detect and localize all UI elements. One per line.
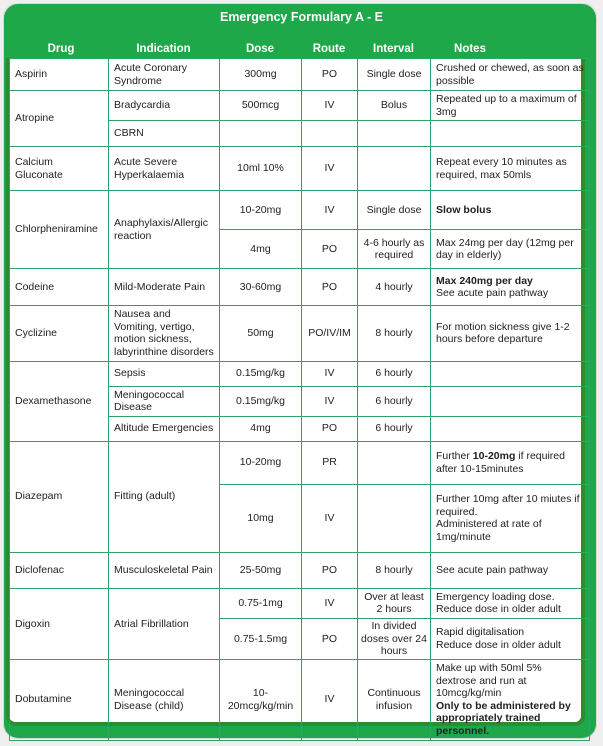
notes: Repeat every 10 minutes as required, max 50mls bbox=[431, 147, 590, 191]
notes-bold: 10-20mg bbox=[472, 450, 516, 463]
route: IV bbox=[302, 147, 358, 191]
table-row-dobutamine bbox=[10, 659, 590, 740]
indication: Bradycardia bbox=[109, 91, 220, 121]
dose: 10-20mcg/kg/min bbox=[220, 659, 302, 740]
dose: 25-50mg bbox=[220, 552, 302, 588]
notes bbox=[431, 618, 590, 659]
column-header-interval: Interval bbox=[373, 43, 414, 55]
indication: Altitude Emergencies bbox=[109, 416, 220, 441]
dose: 10ml 10% bbox=[220, 147, 302, 191]
drug-name: Cyclizine bbox=[10, 306, 109, 361]
table-row-atropine bbox=[10, 91, 590, 121]
notes bbox=[431, 121, 590, 147]
indication: Musculoskeletal Pain bbox=[109, 552, 220, 588]
drug-name: Codeine bbox=[10, 269, 109, 306]
dose: 0.15mg/kg bbox=[220, 361, 302, 386]
interval: 6 hourly bbox=[358, 361, 431, 386]
table-row-dexamethasone bbox=[10, 361, 590, 386]
interval: 4-6 hourly as required bbox=[358, 230, 431, 269]
dose: 0.75-1mg bbox=[220, 588, 302, 618]
notes bbox=[431, 588, 590, 618]
interval bbox=[358, 121, 431, 147]
indication: Mild-Moderate Pain bbox=[109, 269, 220, 306]
drug-name: Dexamethasone bbox=[10, 361, 109, 441]
notes bbox=[431, 361, 590, 386]
indication: Fitting (adult) bbox=[109, 441, 220, 552]
page-title: Emergency Formulary A - E bbox=[219, 10, 383, 24]
dose: 30-60mg bbox=[220, 269, 302, 306]
notes-text: Rapid digitalisation bbox=[436, 626, 525, 639]
table-row-diclofenac bbox=[10, 552, 590, 588]
indication: Atrial Fibrillation bbox=[109, 588, 220, 659]
route: PO bbox=[302, 230, 358, 269]
indication: Nausea and Vomiting, vertigo, motion sickness, labyrinthine disorders bbox=[109, 306, 220, 361]
interval: Single dose bbox=[358, 191, 431, 230]
notes-text: Reduce dose in older adult bbox=[436, 638, 561, 651]
notes-text: Reduce dose in older adult bbox=[436, 603, 561, 616]
route: PR bbox=[302, 441, 358, 484]
interval: 6 hourly bbox=[358, 386, 431, 416]
notes bbox=[431, 269, 590, 306]
notes bbox=[431, 484, 590, 552]
drug-name: Aspirin bbox=[10, 59, 109, 91]
interval: 8 hourly bbox=[358, 552, 431, 588]
notes: Slow bolus bbox=[431, 191, 590, 230]
table-row-digoxin bbox=[10, 588, 590, 618]
interval: Continuous infusion bbox=[358, 659, 431, 740]
notes bbox=[431, 416, 590, 441]
notes: Crushed or chewed, as soon as possible bbox=[431, 59, 590, 91]
table-row-aspirin bbox=[10, 59, 590, 91]
dose: 10mg bbox=[220, 484, 302, 552]
drug-name: Atropine bbox=[10, 91, 109, 147]
dose: 4mg bbox=[220, 230, 302, 269]
interval bbox=[358, 484, 431, 552]
route: IV bbox=[302, 191, 358, 230]
notes bbox=[431, 659, 590, 740]
table-row-codeine bbox=[10, 269, 590, 306]
notes-text: Further bbox=[436, 450, 473, 463]
drug-name: Calcium Gluconate bbox=[10, 147, 109, 191]
notes bbox=[431, 441, 590, 484]
drug-name: Chlorpheniramine bbox=[10, 191, 109, 269]
indication: Anaphylaxis/Allergic reaction bbox=[109, 191, 220, 269]
route: PO bbox=[302, 416, 358, 441]
drug-name: Diclofenac bbox=[10, 552, 109, 588]
column-header-dose: Dose bbox=[245, 43, 275, 55]
formulary-table bbox=[9, 58, 590, 741]
route: IV bbox=[302, 588, 358, 618]
drug-name: Dobutamine bbox=[10, 659, 109, 740]
notes-text: Further 10mg after 10 miutes if required. bbox=[436, 493, 580, 518]
column-header-indication: Indication bbox=[136, 43, 191, 55]
column-header-notes: Notes bbox=[454, 43, 486, 55]
route: PO bbox=[302, 59, 358, 91]
interval: 6 hourly bbox=[358, 416, 431, 441]
table-row-chlorpheniramine bbox=[10, 191, 590, 230]
table-row-diazepam bbox=[10, 441, 590, 484]
notes: See acute pain pathway bbox=[431, 552, 590, 588]
route: PO bbox=[302, 618, 358, 659]
drug-name: Diazepam bbox=[10, 441, 109, 552]
dose: 4mg bbox=[220, 416, 302, 441]
route: IV bbox=[302, 484, 358, 552]
table-row-cyclizine bbox=[10, 306, 590, 361]
interval: Over at least 2 hours bbox=[358, 588, 431, 618]
indication: Acute Coronary Syndrome bbox=[109, 59, 220, 91]
dose: 0.15mg/kg bbox=[220, 386, 302, 416]
dose: 500mcg bbox=[220, 91, 302, 121]
notes-bold: Only to be administered by appropriately trained personnel. bbox=[436, 699, 571, 737]
route: PO/IV/IM bbox=[302, 306, 358, 361]
indication: Meningococcal Disease bbox=[109, 386, 220, 416]
indication: Acute Severe Hyperkalaemia bbox=[109, 147, 220, 191]
dose: 300mg bbox=[220, 59, 302, 91]
interval: Single dose bbox=[358, 59, 431, 91]
dose: 10-20mg bbox=[220, 191, 302, 230]
interval bbox=[358, 441, 431, 484]
column-header-drug: Drug bbox=[47, 43, 75, 55]
interval bbox=[358, 147, 431, 191]
notes-text: if required after 10-15minutes bbox=[436, 450, 565, 475]
interval: Bolus bbox=[358, 91, 431, 121]
notes: Repeated up to a maximum of 3mg bbox=[431, 91, 590, 121]
route: IV bbox=[302, 91, 358, 121]
column-header-route: Route bbox=[312, 43, 346, 55]
indication: CBRN bbox=[109, 121, 220, 147]
dose: 10-20mg bbox=[220, 441, 302, 484]
notes-text: Emergency loading dose. bbox=[436, 590, 555, 603]
indication: Sepsis bbox=[109, 361, 220, 386]
route: IV bbox=[302, 386, 358, 416]
indication: Meningococcal Disease (child) bbox=[109, 659, 220, 740]
route: PO bbox=[302, 269, 358, 306]
notes: Max 24mg per day (12mg per day in elderly) bbox=[431, 230, 590, 269]
table-row-calcium-gluconate bbox=[10, 147, 590, 191]
interval: 4 hourly bbox=[358, 269, 431, 306]
notes: For motion sickness give 1-2 hours before departure bbox=[431, 306, 590, 361]
notes bbox=[431, 386, 590, 416]
interval: 8 hourly bbox=[358, 306, 431, 361]
notes-text: See acute pain pathway bbox=[436, 287, 549, 300]
dose: 0.75-1.5mg bbox=[220, 618, 302, 659]
notes-bold: Max 240mg per day bbox=[436, 274, 533, 287]
interval: In divided doses over 24 hours bbox=[358, 618, 431, 659]
route: PO bbox=[302, 552, 358, 588]
notes-text: Make up with 50ml 5% dextrose and run at 10mcg/kg/min bbox=[436, 661, 542, 700]
route bbox=[302, 121, 358, 147]
notes-text: Administered at rate of 1mg/minute bbox=[436, 518, 542, 543]
route: IV bbox=[302, 659, 358, 740]
route: IV bbox=[302, 361, 358, 386]
dose: 50mg bbox=[220, 306, 302, 361]
dose bbox=[220, 121, 302, 147]
drug-name: Digoxin bbox=[10, 588, 109, 659]
